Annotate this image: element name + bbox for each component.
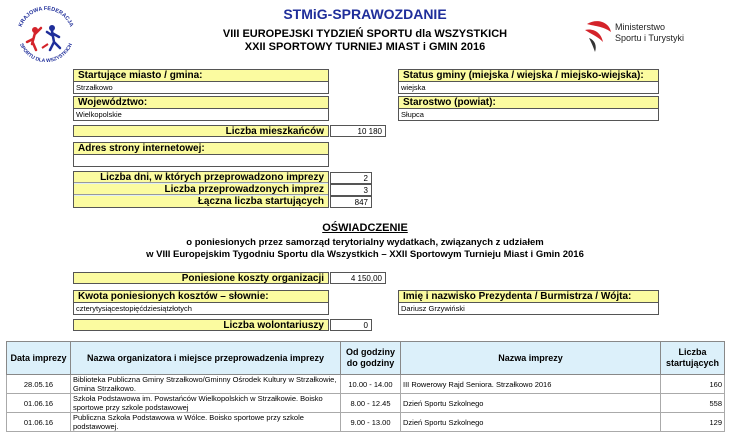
days-field[interactable]: 2 — [330, 172, 372, 184]
volunteers-label: Liczba wolontariuszy — [73, 319, 329, 331]
county-field[interactable]: Słupca — [398, 109, 659, 121]
report-title: STMiG-SPRAWOZDANIE — [283, 6, 447, 22]
row-date: 28.05.16 — [7, 375, 71, 394]
row-count: 160 — [661, 375, 725, 394]
header-event-name: Nazwa imprezy — [401, 342, 661, 375]
voivodeship-label: Województwo: — [73, 96, 329, 109]
subtitle-tournament: XXII SPORTOWY TURNIEJ MIAST i GMIN 2016 — [244, 41, 486, 53]
mayor-field[interactable]: Dariusz Grzywiński — [398, 303, 659, 315]
table-row — [7, 375, 725, 394]
header-time: Od godziny do godziny — [341, 342, 401, 375]
status-label: Status gminy (miejska / wiejska / miejsko-wiejska): — [398, 69, 659, 82]
federation-logo-icon — [12, 4, 80, 62]
table-row — [7, 413, 725, 432]
header-count: Liczba startujących — [661, 342, 725, 375]
costs-label: Poniesione koszty organizacji — [73, 272, 329, 284]
city-label: Startujące miasto / gmina: — [73, 69, 329, 82]
federation-logo — [12, 4, 80, 62]
website-field[interactable] — [73, 155, 329, 167]
svg-text:SPORTU DLA WSZYSTKICH: SPORTU DLA WSZYSTKICH — [18, 42, 74, 62]
table-row — [7, 394, 725, 413]
svg-text:KRAJOWA FEDERACJA: KRAJOWA FEDERACJA — [17, 5, 75, 28]
row-organizer: Szkoła Podstawowa im. Powstańców Wielkopolskich w Strzałkowie. Boisko sportowe przy szkole podstawowej — [71, 394, 341, 413]
row-time: 9.00 - 13.00 — [341, 413, 401, 432]
events-table — [6, 341, 725, 432]
ministry-logo — [583, 16, 723, 56]
costs-field[interactable]: 4 150,00 — [330, 272, 386, 284]
costs-words-field[interactable]: czterytysiącestopięćdziesiątzłotych — [73, 303, 329, 315]
table-header-row — [7, 342, 725, 375]
row-date: 01.06.16 — [7, 394, 71, 413]
participants-field[interactable]: 847 — [330, 196, 372, 208]
population-label: Liczba mieszkańców — [73, 125, 329, 137]
events-label: Liczba przeprowadzonych imprez — [74, 184, 328, 195]
row-count: 129 — [661, 413, 725, 432]
row-event-name: III Rowerowy Rajd Seniora. Strzałkowo 2016 — [401, 375, 661, 394]
row-time: 10.00 - 14.00 — [341, 375, 401, 394]
row-time: 8.00 - 12.45 — [341, 394, 401, 413]
county-label: Starostwo (powiat): — [398, 96, 659, 109]
days-label: Liczba dni, w których przeprowadzono imprezy — [74, 172, 328, 183]
ministry-emblem-icon — [583, 18, 613, 54]
website-label: Adres strony internetowej: — [73, 142, 329, 155]
status-field[interactable]: wiejska — [398, 82, 659, 94]
row-count: 558 — [661, 394, 725, 413]
subtitle-week: VIII EUROPEJSKI TYDZIEŃ SPORTU dla WSZYSTKICH — [222, 28, 508, 40]
declaration-line2: w VIII Europejskim Tygodniu Sportu dla Wszystkich – XXII Sportowym Turnieju Miast i Gmin 2016 — [146, 249, 584, 260]
ministry-name-line1: Ministerstwo — [615, 22, 666, 32]
row-event-name: Dzień Sportu Szkolnego — [401, 394, 661, 413]
header-date: Data imprezy — [7, 342, 71, 375]
header-organizer: Nazwa organizatora i miejsce przeprowadzenia imprezy — [71, 342, 341, 375]
row-organizer: Publiczna Szkoła Podstawowa w Wólce. Boisko sportowe przy szkole podstawowej. — [71, 413, 341, 432]
declaration-heading: OŚWIADCZENIE — [322, 222, 408, 234]
participants-label: Łączna liczba startujących — [74, 196, 328, 207]
declaration-line1: o poniesionych przez samorząd terytorialny wydatkach, związanych z udziałem — [186, 237, 544, 248]
mayor-label: Imię i nazwisko Prezydenta / Burmistrza / Wójta: — [398, 290, 659, 303]
volunteers-field[interactable]: 0 — [330, 319, 372, 331]
city-field[interactable]: Strzałkowo — [73, 82, 329, 94]
ministry-name-line2: Sportu i Turystyki — [615, 33, 685, 43]
row-date: 01.06.16 — [7, 413, 71, 432]
population-field[interactable]: 10 180 — [330, 125, 386, 137]
costs-words-label: Kwota poniesionych kosztów – słownie: — [73, 290, 329, 303]
voivodeship-field[interactable]: Wielkopolskie — [73, 109, 329, 121]
events-field[interactable]: 3 — [330, 184, 372, 196]
row-organizer: Biblioteka Publiczna Gminy Strzałkowo/Gminny Ośrodek Kultury w Strzałkowie, Gmina Strzałkowo. — [71, 375, 341, 394]
row-event-name: Dzień Sportu Szkolnego — [401, 413, 661, 432]
